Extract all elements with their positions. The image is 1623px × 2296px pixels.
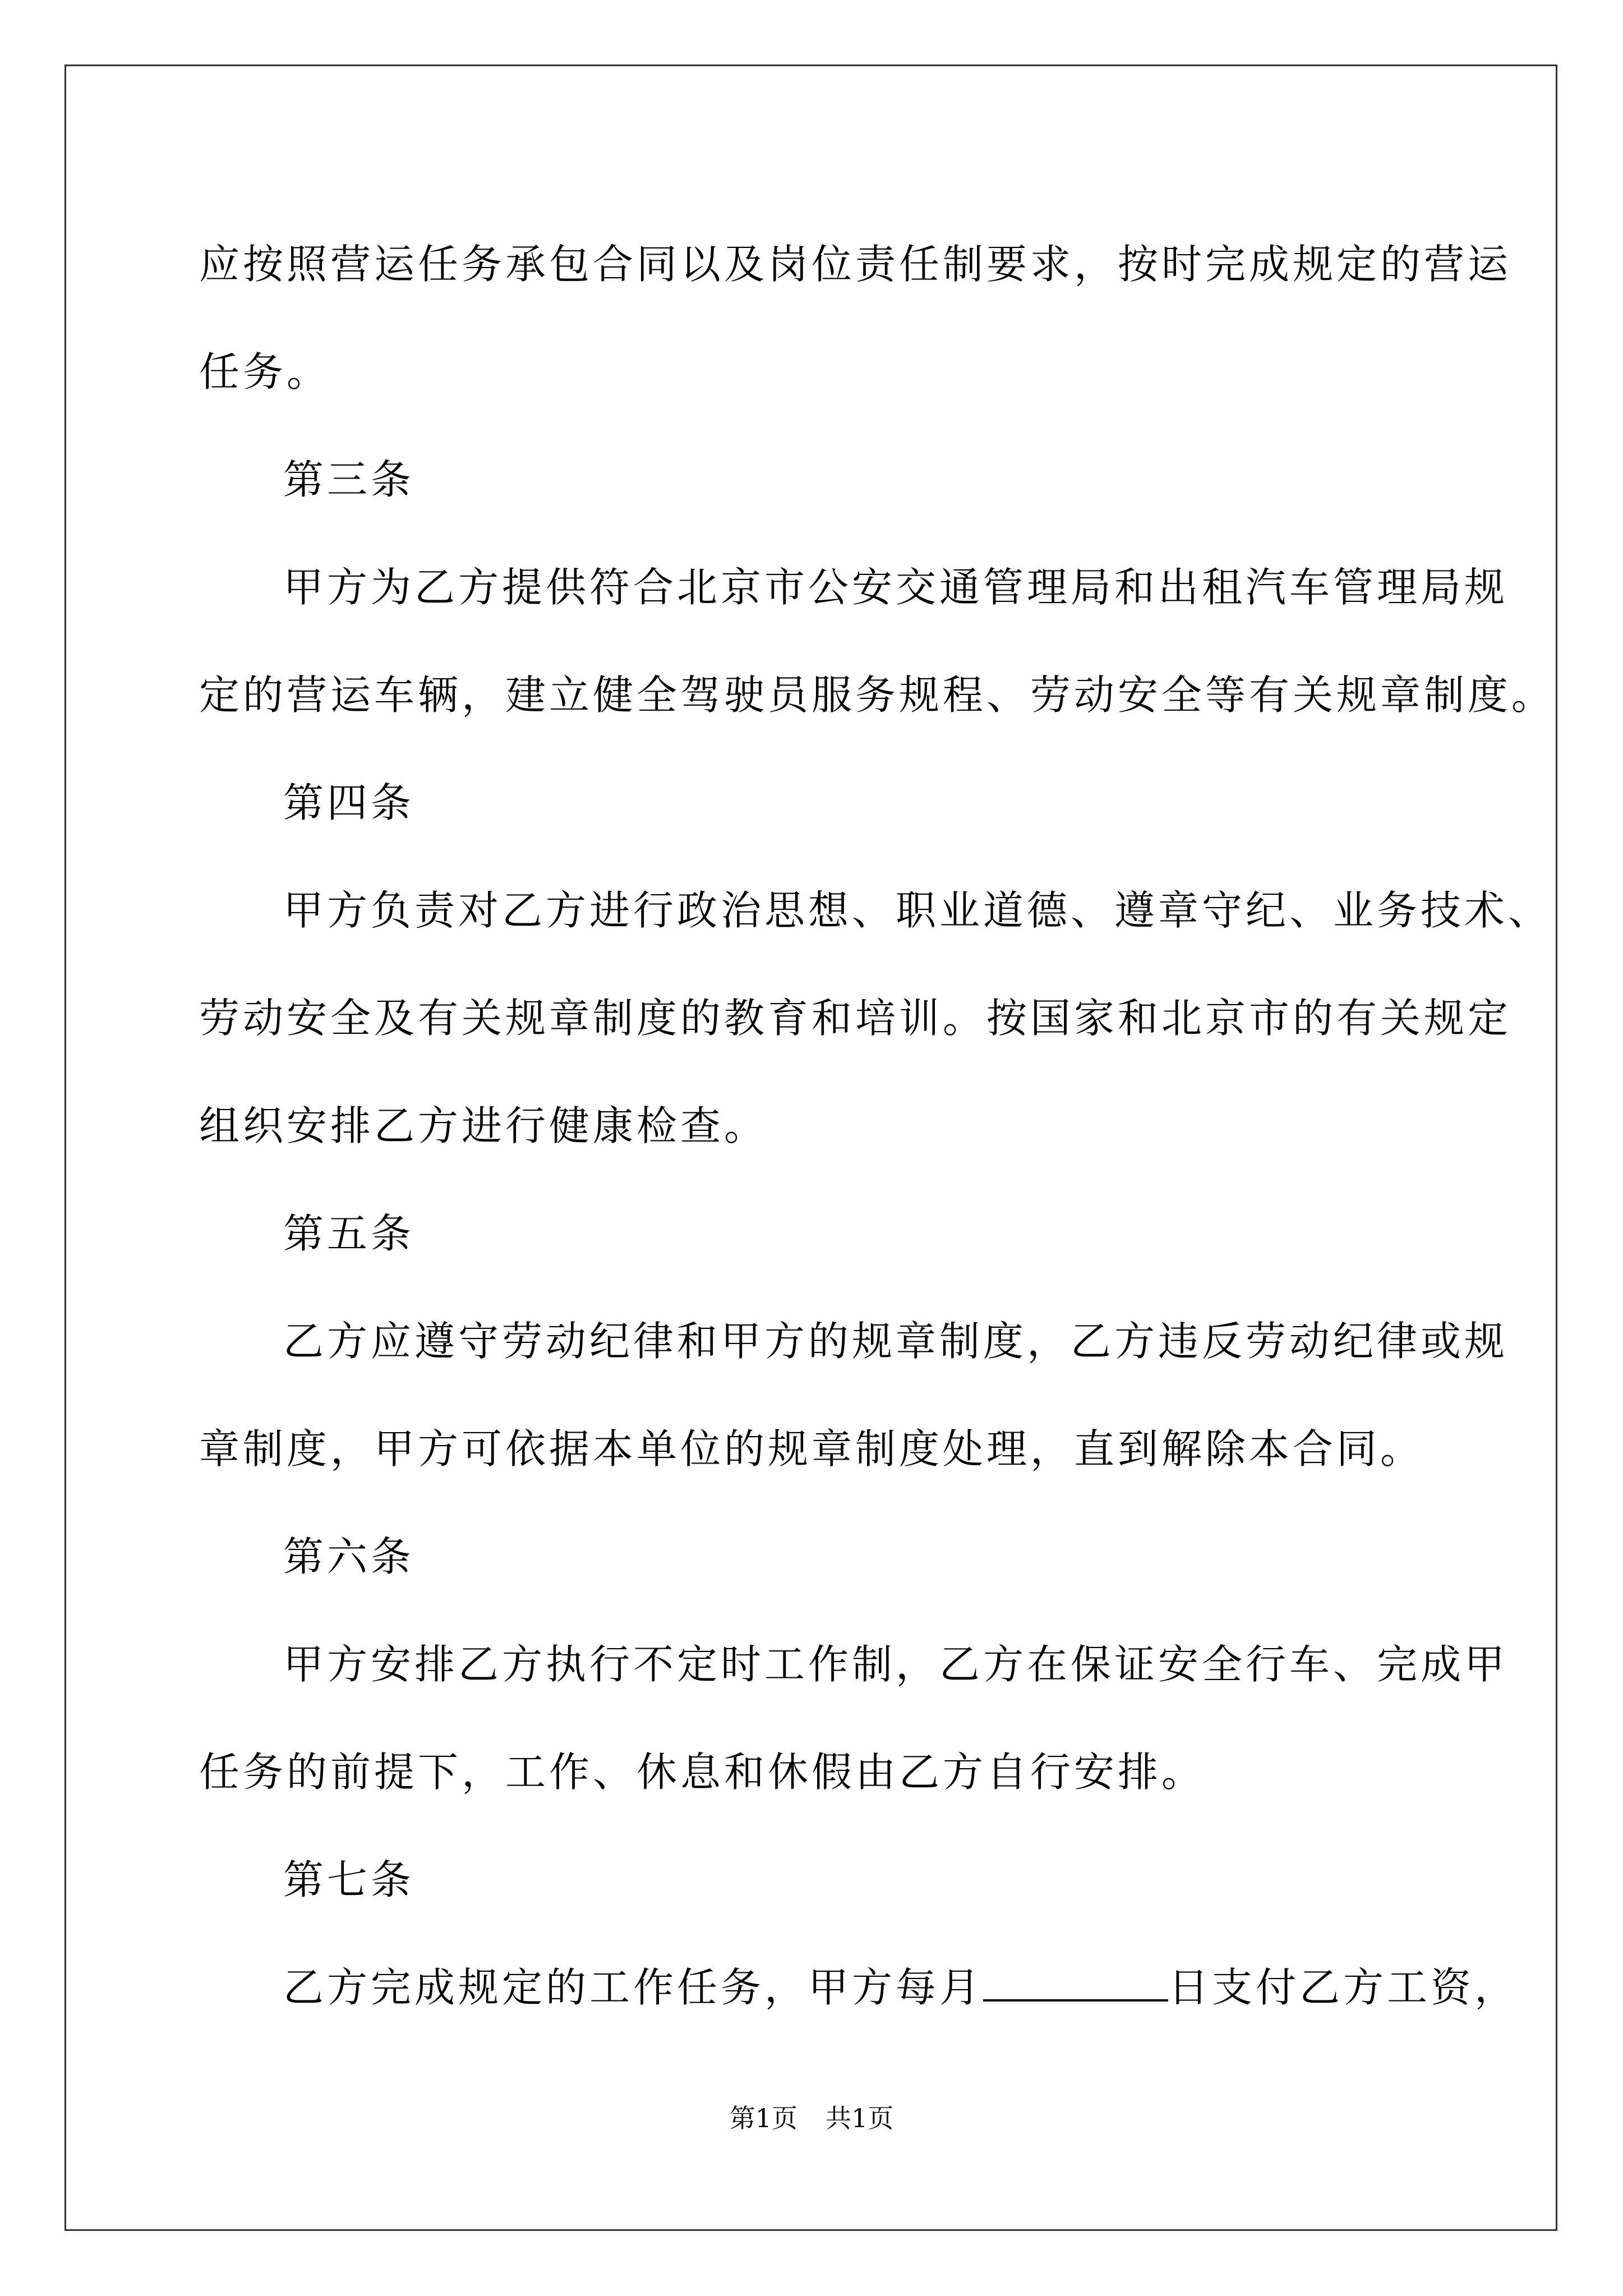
fill-in-blank: [983, 1966, 1168, 2001]
document-body: [199, 210, 1556, 2041]
text-line: 劳动安全及有关规章制度的教育和培训。按国家和北京市的有关规定: [199, 995, 1512, 1042]
text-line: 任务的前提下，工作、休息和休假由乙方自行安排。: [199, 1749, 1206, 1796]
article-heading: 第四条: [283, 779, 415, 826]
text-after-blank: 日支付乙方工资，: [1168, 1964, 1519, 2011]
page-footer: [0, 2098, 1623, 2135]
text-line: 应按照营运任务承包合同以及岗位责任制要求，按时完成规定的营运: [199, 241, 1512, 288]
text-line: 组织安排乙方进行健康检查。: [199, 1102, 768, 1149]
article-heading: 第六条: [283, 1533, 415, 1580]
text-line: 乙方应遵守劳动纪律和甲方的规章制度，乙方违反劳动纪律或规: [283, 1318, 1509, 1365]
article-heading: 第七条: [283, 1856, 415, 1903]
page-total: 共1页: [826, 2103, 894, 2133]
article-heading: 第五条: [283, 1210, 415, 1257]
article-heading: 第三条: [283, 456, 415, 503]
text-line: 甲方负责对乙方进行政治思想、职业道德、遵章守纪、业务技术、: [283, 887, 1552, 934]
text-line: 定的营运车辆，建立健全驾驶员服务规程、劳动安全等有关规章制度。: [199, 671, 1556, 719]
text-before-blank: 乙方完成规定的工作任务，甲方每月: [283, 1964, 984, 2011]
text-line: 章制度，甲方可依据本单位的规章制度处理，直到解除本合同。: [199, 1425, 1424, 1473]
text-line-with-blank: [199, 1934, 1519, 2041]
text-line: 甲方安排乙方执行不定时工作制，乙方在保证安全行车、完成甲: [283, 1641, 1509, 1688]
text-line: 甲方为乙方提供符合北京市公安交通管理局和出租汽车管理局规: [283, 564, 1509, 611]
page-number: 第1页: [729, 2103, 797, 2133]
text-line: 任务。: [199, 348, 331, 395]
